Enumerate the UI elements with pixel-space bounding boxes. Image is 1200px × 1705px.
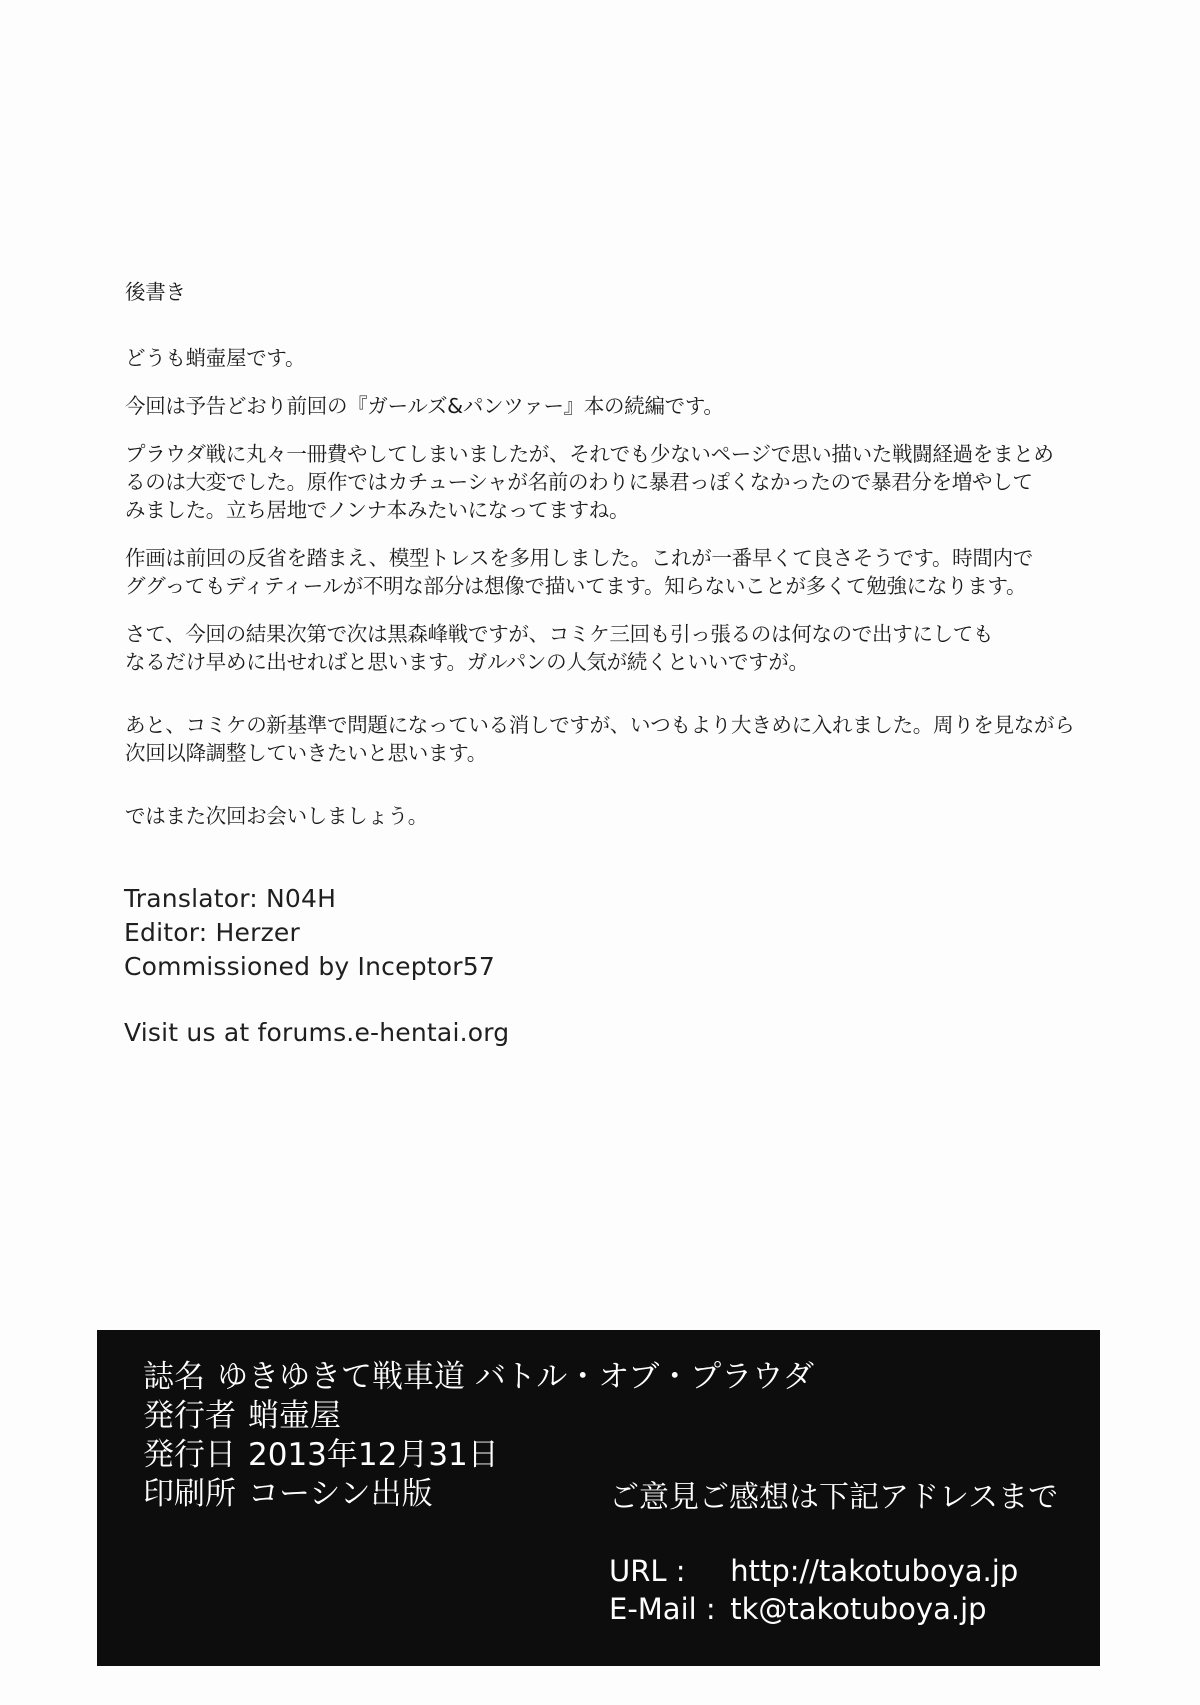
afterword-line: るのは大変でした。原作ではカチューシャが名前のわりに暴君っぽくなかったので暴君分を増やして bbox=[125, 470, 1033, 494]
afterword-heading: 後書き bbox=[125, 280, 186, 304]
date-value: 2013年12月31日 bbox=[248, 1437, 499, 1473]
afterword-line: みました。立ち居地でノンナ本みたいになってますね。 bbox=[125, 498, 630, 522]
afterword-paragraph bbox=[125, 711, 1085, 767]
afterword-line: さて、今回の結果次第で次は黒森峰戦ですが、コミケ三回も引っ張るのは何なので出すにしても bbox=[125, 622, 994, 646]
afterword-paragraph bbox=[125, 344, 1085, 372]
afterword-paragraph bbox=[125, 620, 1085, 676]
url-value[interactable]: http://takotuboya.jp bbox=[730, 1554, 1019, 1588]
afterword-line: 今回は予告どおり前回の『ガールズ&パンツァー』本の続編です。 bbox=[125, 394, 724, 418]
afterword-line: ググってもディティールが不明な部分は想像で描いてます。知らないことが多くて勉強になります。 bbox=[125, 574, 1027, 598]
afterword-paragraph bbox=[125, 544, 1085, 600]
afterword-paragraph bbox=[125, 440, 1085, 524]
afterword-line: どうも蛸壷屋です。 bbox=[125, 346, 306, 370]
printer-value: コーシン出版 bbox=[248, 1476, 433, 1512]
contact-addresses bbox=[609, 1552, 1058, 1628]
afterword-paragraph bbox=[125, 392, 1085, 420]
title-label: 誌名 bbox=[143, 1359, 205, 1395]
colophon-contact bbox=[609, 1478, 1058, 1628]
url-row bbox=[609, 1552, 1058, 1590]
afterword-line: あと、コミケの新基準で問題になっている消しですが、いつもより大きめに入れました。周りを見ながら bbox=[125, 713, 1075, 737]
translator-credit: Translator: N04H bbox=[124, 884, 337, 913]
afterword-line: プラウダ戦に丸々一冊費やしてしまいましたが、それでも少ないページで思い描いた戦闘経過をまとめ bbox=[125, 442, 1054, 466]
publisher-value: 蛸壷屋 bbox=[248, 1398, 341, 1434]
colophon-title-row bbox=[143, 1358, 814, 1397]
printer-label: 印刷所 bbox=[143, 1476, 236, 1512]
colophon-date-row bbox=[143, 1436, 814, 1475]
email-value[interactable]: tk@takotuboya.jp bbox=[730, 1592, 987, 1626]
colophon-publisher-row bbox=[143, 1397, 814, 1436]
email-label: E-Mail : bbox=[609, 1592, 716, 1626]
email-row bbox=[609, 1590, 1058, 1628]
visit-note: Visit us at forums.e-hentai.org bbox=[124, 1018, 510, 1047]
editor-credit: Editor: Herzer bbox=[124, 918, 300, 947]
commissioned-credit: Commissioned by Inceptor57 bbox=[124, 952, 495, 981]
afterword-line: 次回以降調整していきたいと思います。 bbox=[125, 741, 487, 765]
publisher-label: 発行者 bbox=[143, 1398, 236, 1434]
title-value: ゆきゆきて戦車道 バトル・オブ・プラウダ bbox=[217, 1359, 814, 1395]
afterword-line: 作画は前回の反省を踏まえ、模型トレスを多用しました。これが一番早くて良さそうです。時間内で bbox=[125, 546, 1033, 570]
afterword-paragraph bbox=[125, 802, 1085, 830]
afterword-line: ではまた次回お会いしましょう。 bbox=[125, 804, 428, 828]
translation-credits bbox=[124, 882, 509, 1050]
afterword-line: なるだけ早めに出せればと思います。ガルパンの人気が続くといいですが。 bbox=[125, 650, 809, 674]
colophon-box bbox=[97, 1330, 1100, 1666]
afterword-section bbox=[125, 278, 1085, 850]
url-label: URL : bbox=[609, 1554, 686, 1588]
date-label: 発行日 bbox=[143, 1437, 236, 1473]
contact-note: ご意見ご感想は下記アドレスまで bbox=[609, 1480, 1059, 1515]
